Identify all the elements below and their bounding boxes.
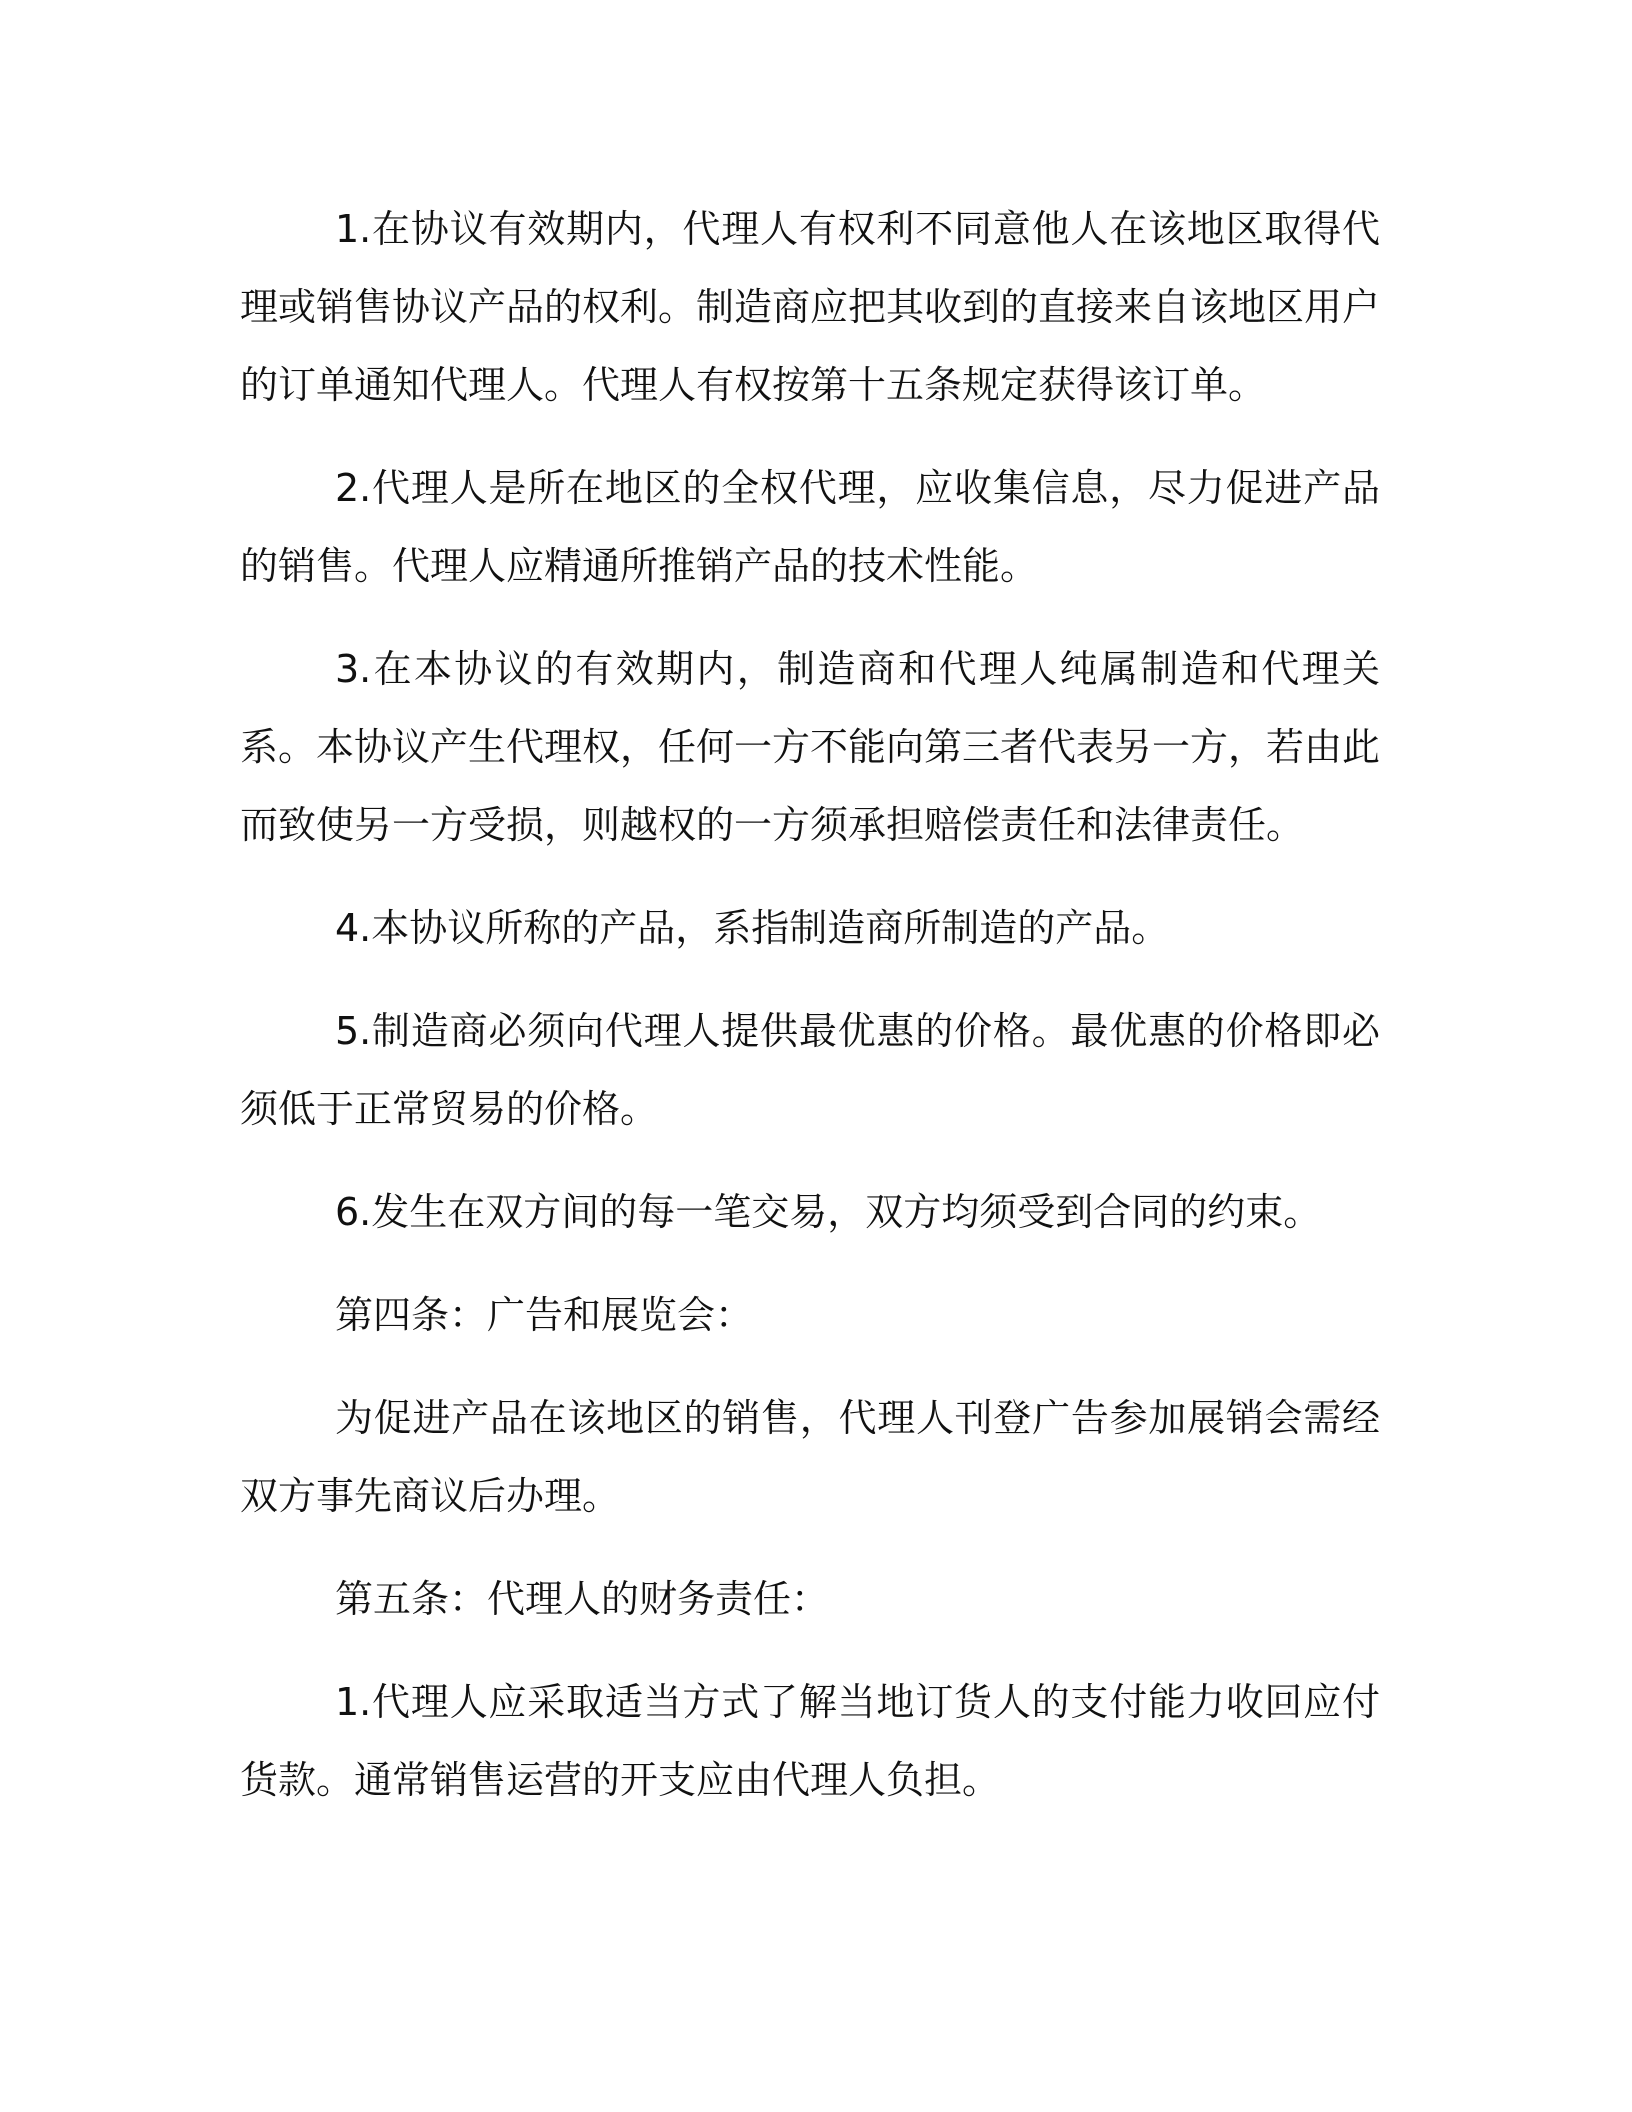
clause-3-agency-relationship: 3.在本协议的有效期内，制造商和代理人纯属制造和代理关系。本协议产生代理权，任何一方不能向第三者代表另一方，若由此而致使另一方受损，则越权的一方须承担赔偿责任和法律责任。 <box>240 647 1381 847</box>
clause-5-preferential-price: 5.制造商必须向代理人提供最优惠的价格。最优惠的价格即必须低于正常贸易的价格。 <box>240 1009 1380 1131</box>
article-5-heading: 第五条：代理人的财务责任： <box>335 1577 830 1621</box>
article-4-heading: 第四条：广告和展览会： <box>335 1293 754 1337</box>
clause-2-sole-agent: 2.代理人是所在地区的全权代理，应收集信息，尽力促进产品的销售。代理人应精通所推销产品的技术性能。 <box>240 466 1380 588</box>
article-5-clause-1: 1.代理人应采取适当方式了解当地订货人的支付能力收回应付货款。通常销售运营的开支应由代理人负担。 <box>240 1680 1380 1802</box>
clause-6-contract-binding: 6.发生在双方间的每一笔交易，双方均须受到合同的约束。 <box>335 1190 1322 1234</box>
document-body <box>240 190 1380 1844</box>
clause-4-product-definition: 4.本协议所称的产品，系指制造商所制造的产品。 <box>335 906 1170 950</box>
clause-1-exclusive-rights: 1.在协议有效期内，代理人有权利不同意他人在该地区取得代理或销售协议产品的权利。制造商应把其收到的直接来自该地区用户的订单通知代理人。代理人有权按第十五条规定获得该订单。 <box>240 207 1381 407</box>
article-4-body: 为促进产品在该地区的销售，代理人刊登广告参加展销会需经双方事先商议后办理。 <box>240 1396 1380 1518</box>
